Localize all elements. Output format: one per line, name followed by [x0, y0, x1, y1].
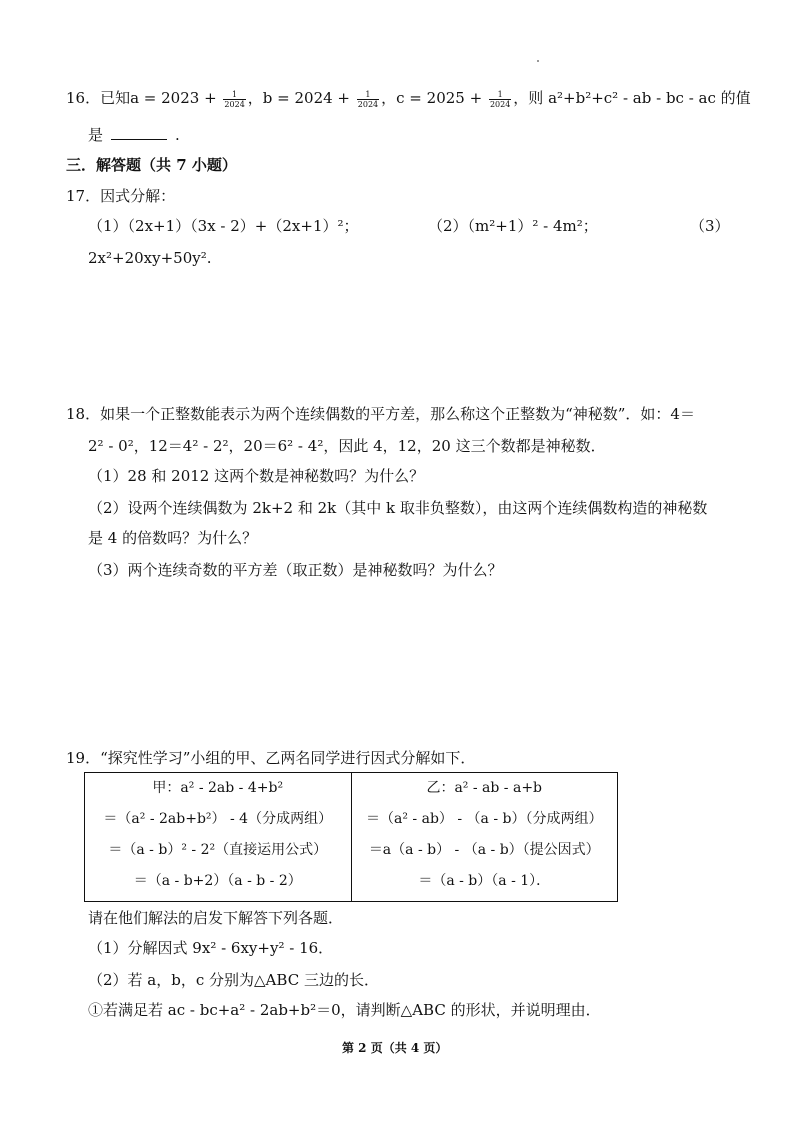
question-16-line1 — [66, 88, 751, 109]
question-17-title: 17．因式分解： — [66, 187, 176, 205]
yi-line-2: ＝（a² - ab） - （a - b）（分成两组） — [366, 811, 603, 827]
question-16-a: 已知a = 2023 + — [100, 89, 222, 107]
question-19-sub2-1: ①若满足若 ac - bc+a² - 2ab+b²＝0，请判断△ABC 的形状，并说明理由． — [88, 1001, 601, 1019]
decorative-dot — [537, 60, 539, 62]
jia-line-2: ＝（a² - 2ab+b²） - 4（分成两组） — [103, 811, 333, 827]
question-18-line2: 2² - 0²，12＝4² - 2²，20＝6² - 4²，因此 4，12，20 这三个数都是神秘数． — [88, 437, 606, 455]
yi-line-1: 乙：a² - ab - a+b — [426, 780, 543, 796]
page-footer: 第 2 页（共 4 页） — [342, 1041, 448, 1055]
question-18-sub3: （3）两个连续奇数的平方差（取正数）是神秘数吗？为什么？ — [88, 561, 503, 579]
question-19-prompt: 请在他们解法的启发下解答下列各题． — [88, 909, 344, 927]
yi-line-3: ＝a（a - b） - （a - b）（提公因式） — [368, 842, 600, 858]
question-18-sub2b: 是 4 的倍数吗？为什么？ — [88, 529, 258, 547]
question-16-c: ，c = 2025 + — [381, 89, 487, 107]
question-16-b: ，b = 2024 + — [247, 89, 355, 107]
question-17-part3-expr: 2x²+20xy+50y². — [88, 249, 212, 267]
question-16-prefix: 16． — [66, 89, 101, 107]
yi-line-4: ＝（a - b）（a - 1）． — [418, 873, 551, 889]
answer-blank[interactable] — [111, 125, 167, 140]
section-heading: 三．解答题（共 7 小题） — [66, 156, 237, 174]
question-16-tail: ，则 a²+b²+c² - ab - bc - ac 的值 — [513, 89, 751, 107]
yi-solution — [351, 773, 618, 902]
question-19-title: 19．“探究性学习”小组的甲、乙两名同学进行因式分解如下． — [66, 749, 476, 767]
question-18-sub2a: （2）设两个连续偶数为 2k+2 和 2k（其中 k 取非负整数），由这两个连续偶数构造的神秘数 — [88, 499, 708, 517]
question-17-part2: （2）（m²+1）² - 4m²； — [428, 217, 598, 235]
jia-line-4: ＝（a - b+2）（a - b - 2） — [133, 873, 302, 889]
fraction-c: $\frac{1}{2024}$ — [489, 89, 511, 109]
jia-line-1: 甲：a² - 2ab - 4+b² — [152, 780, 284, 796]
question-19-sub1: （1）分解因式 9x² - 6xy+y² - 16． — [88, 939, 334, 957]
fraction-b: $\frac{1}{2024}$ — [357, 89, 379, 109]
question-17-part3-label: （3） — [690, 217, 730, 235]
question-17-part1: （1）（2x+1）（3x - 2）+（2x+1）²； — [88, 217, 359, 235]
question-16-line2: 是 . — [88, 126, 180, 144]
question-18-line1: 18．如果一个正整数能表示为两个连续偶数的平方差，那么称这个正整数为“神秘数”．如：4＝ — [66, 405, 695, 423]
question-19-sub2: （2）若 a，b，c 分别为△ABC 三边的长． — [88, 971, 379, 989]
solution-table — [84, 772, 618, 902]
fraction-a: $\frac{1}{2024}$ — [224, 89, 245, 109]
jia-line-3: ＝（a - b）² - 2²（直接运用公式） — [108, 842, 328, 858]
jia-solution — [85, 773, 352, 902]
question-18-sub1: （1）28 和 2012 这两个数是神秘数吗？为什么？ — [88, 467, 425, 485]
